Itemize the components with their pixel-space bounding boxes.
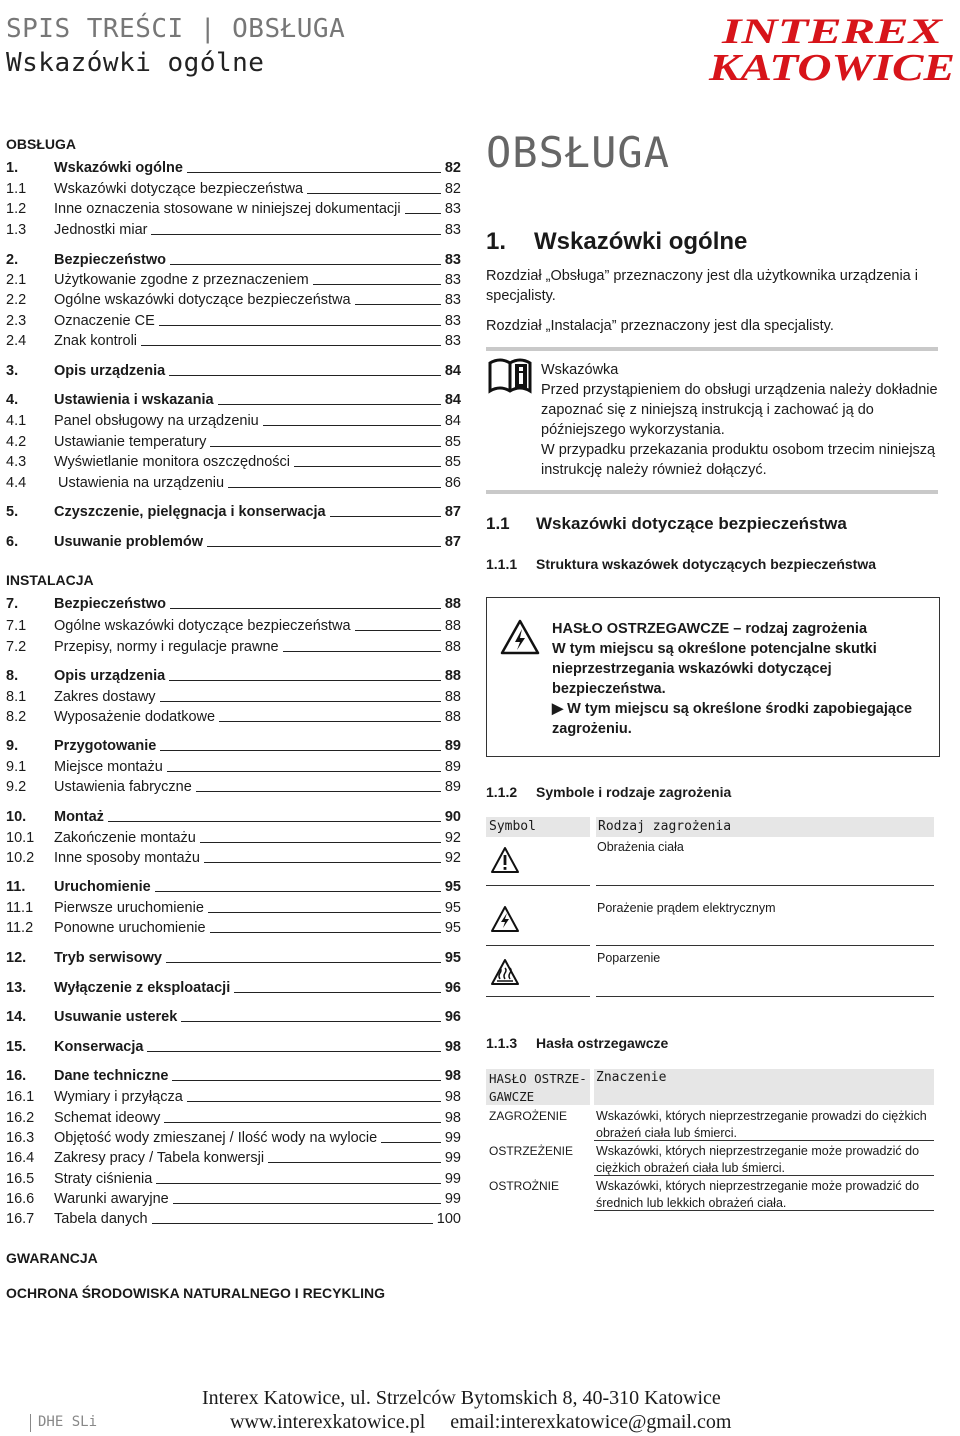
meaning-column-header: Znaczenie xyxy=(596,1070,667,1085)
toc-entry-page: 83 xyxy=(444,272,461,288)
signal-meaning: Wskazówki, których nieprzestrzeganie może prowadzić do średnich lub lekkich obrażeń ciała. xyxy=(596,1179,920,1210)
toc-entry[interactable] xyxy=(6,502,461,520)
footer-address: Interex Katowice, ul. Strzelców Bytomskich 8, 40-310 Katowice xyxy=(202,1387,721,1409)
toc-entry-number: 2.4 xyxy=(6,333,27,349)
toc-entry-number: 16.2 xyxy=(6,1110,35,1126)
toc-leader-line xyxy=(160,750,441,751)
note-title: Wskazówka xyxy=(541,362,619,378)
toc-leader-line xyxy=(151,234,440,235)
toc-entry-title: Użytkowanie zgodne z przeznaczeniem xyxy=(54,272,309,288)
signal-meaning: Wskazówki, których nieprzestrzeganie może prowadzić do ciężkich obrażeń ciała lub śmierci. xyxy=(596,1144,920,1175)
toc-section-heading: INSTALACJA xyxy=(6,572,94,588)
signal-word: OSTROŻNIE xyxy=(489,1179,560,1193)
toc-entry-number: 8.2 xyxy=(6,709,27,725)
row-divider xyxy=(596,996,934,997)
toc-entry-page: 95 xyxy=(444,900,461,916)
toc-entry-page: 100 xyxy=(436,1211,461,1227)
footer-contact: www.interexkatowice.pl email:interexkatowice@gmail.com xyxy=(230,1411,732,1433)
toc-entry-page: 90 xyxy=(444,809,461,825)
toc-entry-number: 4. xyxy=(6,392,19,408)
toc-entry[interactable] xyxy=(6,757,461,775)
heading-1-1-1 xyxy=(486,556,876,572)
toc-entry-number: 10. xyxy=(6,809,27,825)
toc-entry-title: Schemat ideowy xyxy=(54,1110,161,1126)
toc-entry[interactable] xyxy=(6,179,461,197)
toc-entry-page: 82 xyxy=(444,181,461,197)
toc-leader-line xyxy=(141,345,441,346)
toc-entry[interactable] xyxy=(6,290,461,308)
toc-entry[interactable] xyxy=(6,452,461,470)
toc-leader-line xyxy=(169,375,441,376)
toc-entry-page: 85 xyxy=(444,454,461,470)
toc-entry-title: Wskazówki dotyczące bezpieczeństwa xyxy=(54,181,304,197)
toc-entry[interactable] xyxy=(6,1148,461,1166)
toc-leader-line xyxy=(181,1021,441,1022)
interex-katowice-logo xyxy=(706,10,958,86)
toc-entry[interactable] xyxy=(6,777,461,795)
hazard-type: Poparzenie xyxy=(597,951,661,965)
footer-bar xyxy=(30,1414,31,1432)
heading-text: Wskazówki ogólne xyxy=(534,228,748,255)
heading-number: 1.1.1 xyxy=(486,556,518,572)
toc-entry[interactable] xyxy=(6,637,461,655)
toc-entry[interactable] xyxy=(6,1169,461,1187)
toc-entry[interactable] xyxy=(6,948,461,966)
row-divider xyxy=(594,1210,934,1211)
toc-entry-number: 16.4 xyxy=(6,1150,35,1166)
toc-entry[interactable] xyxy=(6,616,461,634)
toc-entry-number: 4.2 xyxy=(6,434,27,450)
toc-entry-number: 13. xyxy=(6,980,27,996)
toc-leader-line xyxy=(170,608,441,609)
toc-entry[interactable] xyxy=(6,978,461,996)
toc-leader-line xyxy=(313,284,441,285)
toc-leader-line xyxy=(164,1122,440,1123)
row-divider xyxy=(594,1140,934,1141)
toc-leader-line xyxy=(234,992,441,993)
toc-entry-title: Wyłączenie z eksploatacji xyxy=(54,980,231,996)
signal-word: OSTRZEŻENIE xyxy=(489,1144,574,1158)
toc-entry[interactable] xyxy=(6,736,461,754)
hazard-type: Obrażenia ciała xyxy=(597,840,684,854)
toc-entry-number: 16.7 xyxy=(6,1211,35,1227)
toc-section-heading: GWARANCJA xyxy=(6,1250,98,1266)
note-text: W przypadku przekazania produktu osobom trzecim niniejszą instrukcję należy również dołączyć. xyxy=(541,442,936,478)
toc-entry-page: 95 xyxy=(444,879,461,895)
document-code: DHE SLi xyxy=(38,1414,98,1430)
toc-entry-number: 16.1 xyxy=(6,1089,35,1105)
toc-entry-title: Tryb serwisowy xyxy=(54,950,162,966)
toc-entry-title: Objętość wody zmieszanej / Ilość wody na wylocie xyxy=(54,1130,378,1146)
row-divider xyxy=(486,945,590,946)
toc-entry[interactable] xyxy=(6,1007,461,1025)
toc-entry[interactable] xyxy=(6,311,461,329)
warning-measure: ▶ W tym miejscu są określone środki zapobiegające zagrożeniu. xyxy=(552,701,913,737)
toc-leader-line xyxy=(207,546,441,547)
toc-entry-page: 89 xyxy=(444,759,461,775)
toc-entry[interactable] xyxy=(6,707,461,725)
toc-entry-title: Czyszczenie, pielęgnacja i konserwacja xyxy=(54,504,326,520)
toc-entry-title: Straty ciśnienia xyxy=(54,1171,153,1187)
toc-entry-page: 88 xyxy=(444,639,461,655)
toc-entry-page: 95 xyxy=(444,920,461,936)
toc-entry-page: 96 xyxy=(444,980,461,996)
toc-entry-title: Oznaczenie CE xyxy=(54,313,155,329)
heading-number: 1.1.3 xyxy=(486,1035,518,1051)
toc-leader-line xyxy=(169,680,441,681)
toc-leader-line xyxy=(219,721,441,722)
warning-consequence: W tym miejscu są określone potencjalne skutki nieprzestrzegania wskazówki dotyczącej bezpieczeństwa. xyxy=(552,641,877,697)
toc-entry-number: 14. xyxy=(6,1009,27,1025)
toc-entry[interactable] xyxy=(6,1128,461,1146)
toc-leader-line xyxy=(187,1101,441,1102)
toc-leader-line xyxy=(108,821,441,822)
toc-entry-number: 1.1 xyxy=(6,181,27,197)
toc-entry-number: 9. xyxy=(6,738,19,754)
toc-entry-title: Znak kontroli xyxy=(54,333,138,349)
toc-entry-page: 87 xyxy=(444,534,461,550)
toc-entry-page: 88 xyxy=(444,689,461,705)
toc-entry-number: 7.2 xyxy=(6,639,27,655)
toc-entry[interactable] xyxy=(6,1108,461,1126)
toc-entry[interactable] xyxy=(6,1087,461,1105)
toc-entry[interactable] xyxy=(6,1189,461,1207)
toc-entry-title: Ustawienia na urządzeniu xyxy=(54,475,225,491)
exclamation-icon xyxy=(490,846,520,874)
toc-entry-title: Usuwanie usterek xyxy=(54,1009,178,1025)
toc-entry-title: Wyświetlanie monitora oszczędności xyxy=(54,454,290,470)
toc-leader-line xyxy=(355,304,441,305)
row-divider xyxy=(486,885,590,886)
toc-entry-page: 99 xyxy=(444,1150,461,1166)
toc-entry-title: Bezpieczeństwo xyxy=(54,252,166,268)
toc-entry[interactable] xyxy=(6,807,461,825)
toc-leader-line xyxy=(160,701,441,702)
toc-entry-title: Ustawianie temperatury xyxy=(54,434,207,450)
toc-entry-page: 92 xyxy=(444,850,461,866)
install-paragraph: Rozdział „Instalacja” przeznaczony jest dla specjalisty. xyxy=(486,318,834,334)
toc-entry[interactable] xyxy=(6,220,461,238)
toc-entry-title: Uruchomienie xyxy=(54,879,151,895)
toc-entry-page: 82 xyxy=(444,160,461,176)
toc-entry-page: 99 xyxy=(444,1171,461,1187)
toc-entry-title: Pierwsze uruchomienie xyxy=(54,900,204,916)
toc-entry-page: 95 xyxy=(444,950,461,966)
toc-entry-number: 10.2 xyxy=(6,850,35,866)
toc-entry[interactable] xyxy=(6,918,461,936)
toc-entry[interactable] xyxy=(6,687,461,705)
toc-leader-line xyxy=(263,425,441,426)
toc-section-heading: OCHRONA ŚRODOWISKA NATURALNEGO I RECYKLING xyxy=(6,1285,386,1301)
toc-leader-line xyxy=(167,771,441,772)
toc-entry-number: 16.3 xyxy=(6,1130,35,1146)
toc-entry-title: Zakończenie montażu xyxy=(54,830,196,846)
toc-entry-title: Wyposażenie dodatkowe xyxy=(54,709,216,725)
toc-entry[interactable] xyxy=(6,270,461,288)
heading-text: Hasła ostrzegawcze xyxy=(536,1035,669,1051)
toc-entry-number: 11. xyxy=(6,879,26,895)
toc-entry-number: 7. xyxy=(6,596,19,612)
toc-entry-page: 88 xyxy=(444,618,461,634)
toc-leader-line xyxy=(268,1162,441,1163)
toc-leader-line xyxy=(200,842,441,843)
toc-entry-page: 83 xyxy=(444,292,461,308)
page-title: Wskazówki ogólne xyxy=(6,48,265,78)
toc-entry-title: Przepisy, normy i regulacje prawne xyxy=(54,639,279,655)
toc-leader-line xyxy=(307,193,441,194)
toc-entry-page: 89 xyxy=(444,738,461,754)
heading-number: 1.1.2 xyxy=(486,784,518,800)
divider xyxy=(486,347,938,351)
toc-entry-number: 4.4 xyxy=(6,475,27,491)
toc-entry-page: 89 xyxy=(444,779,461,795)
toc-leader-line xyxy=(172,1080,440,1081)
toc-entry-number: 2.2 xyxy=(6,292,27,308)
toc-entry-page: 92 xyxy=(444,830,461,846)
toc-entry-title: Warunki awaryjne xyxy=(54,1191,169,1207)
toc-entry-title: Przygotowanie xyxy=(54,738,157,754)
toc-entry[interactable] xyxy=(6,594,461,612)
toc-entry-title: Ogólne wskazówki dotyczące bezpieczeństwa xyxy=(54,292,351,308)
toc-entry[interactable] xyxy=(6,898,461,916)
toc-entry-number: 3. xyxy=(6,363,19,379)
toc-entry-title: Dane techniczne xyxy=(54,1068,169,1084)
toc-entry[interactable] xyxy=(6,411,461,429)
toc-entry-number: 1. xyxy=(6,160,19,176)
toc-entry[interactable] xyxy=(6,361,461,379)
toc-entry-title: Zakresy pracy / Tabela konwersji xyxy=(54,1150,265,1166)
toc-entry-number: 16.5 xyxy=(6,1171,35,1187)
toc-entry-title: Ustawienia fabryczne xyxy=(54,779,192,795)
toc-entry-title: Bezpieczeństwo xyxy=(54,596,166,612)
toc-leader-line xyxy=(159,325,441,326)
toc-entry[interactable] xyxy=(6,877,461,895)
toc-entry-number: 9.2 xyxy=(6,779,27,795)
toc-entry-number: 1.2 xyxy=(6,201,27,217)
hazard-column-header: Rodzaj zagrożenia xyxy=(598,819,732,834)
heading-1-1-3 xyxy=(486,1035,668,1051)
row-divider xyxy=(596,945,934,946)
toc-entry[interactable] xyxy=(6,390,461,408)
toc-entry-page: 99 xyxy=(444,1191,461,1207)
toc-entry-number: 8. xyxy=(6,668,19,684)
toc-entry-title: Jednostki miar xyxy=(54,222,148,238)
note-box xyxy=(541,360,941,480)
toc-leader-line xyxy=(210,446,441,447)
toc-leader-line xyxy=(210,932,441,933)
toc-entry-title: Usuwanie problemów xyxy=(54,534,204,550)
toc-leader-line xyxy=(355,630,441,631)
toc-entry-number: 12. xyxy=(6,950,27,966)
toc-leader-line xyxy=(228,487,441,488)
svg-text:KATOWICE: KATOWICE xyxy=(707,47,955,86)
toc-entry-number: 15. xyxy=(6,1039,27,1055)
toc-entry-number: 11.1 xyxy=(6,900,34,916)
toc-entry-title: Wskazówki ogólne xyxy=(54,160,183,176)
hot-surface-icon xyxy=(490,958,520,986)
note-text: Przed przystąpieniem do obsługi urządzenia należy dokładnie zapoznać się z niniejszą instrukcją i zachować ją do późniejszego wykorzystania. xyxy=(541,382,938,438)
toc-entry-title: Ustawienia i wskazania xyxy=(54,392,214,408)
toc-leader-line xyxy=(156,1183,441,1184)
toc-leader-line xyxy=(166,962,441,963)
signal-meaning: Wskazówki, których nieprzestrzeganie prowadzi do ciężkich obrażeń ciała lub śmierci. xyxy=(596,1109,927,1140)
toc-entry-title: Inne oznaczenia stosowane w niniejszej dokumentacji xyxy=(54,201,401,217)
toc-section-heading: OBSŁUGA xyxy=(6,136,76,152)
toc-entry-page: 84 xyxy=(444,363,461,379)
toc-entry-title: Montaż xyxy=(54,809,104,825)
row-divider xyxy=(486,996,590,997)
toc-entry-number: 11.2 xyxy=(6,920,34,936)
toc-entry-number: 8.1 xyxy=(6,689,27,705)
toc-entry[interactable] xyxy=(6,1209,461,1227)
toc-entry-page: 88 xyxy=(444,668,461,684)
intro-paragraph: Rozdział „Obsługa” przeznaczony jest dla użytkownika urządzenia i specjalisty. xyxy=(486,268,918,304)
toc-entry-number: 2.3 xyxy=(6,313,27,329)
toc-entry-page: 86 xyxy=(444,475,461,491)
hazard-type: Porażenie prądem elektrycznym xyxy=(597,901,776,915)
toc-entry-page: 85 xyxy=(444,434,461,450)
toc-entry-page: 83 xyxy=(444,313,461,329)
heading-1-1-2 xyxy=(486,784,731,800)
toc-entry-number: 4.1 xyxy=(6,413,27,429)
divider xyxy=(486,490,938,494)
toc-entry-number: 16. xyxy=(6,1068,27,1084)
toc-entry-page: 98 xyxy=(444,1110,461,1126)
toc-entry[interactable] xyxy=(6,848,461,866)
toc-entry-number: 16.6 xyxy=(6,1191,35,1207)
toc-entry-number: 2. xyxy=(6,252,19,268)
toc-entry-page: 84 xyxy=(444,392,461,408)
toc-leader-line xyxy=(330,516,441,517)
toc-entry-page: 84 xyxy=(444,413,461,429)
toc-entry-title: Ogólne wskazówki dotyczące bezpieczeństwa xyxy=(54,618,351,634)
toc-entry[interactable] xyxy=(6,1066,461,1084)
toc-leader-line xyxy=(196,791,441,792)
toc-entry-page: 88 xyxy=(444,709,461,725)
toc-entry-number: 10.1 xyxy=(6,830,35,846)
heading-text: Struktura wskazówek dotyczących bezpieczeństwa xyxy=(536,556,877,572)
toc-entry-title: Opis urządzenia xyxy=(54,668,166,684)
heading-number: 1. xyxy=(486,228,507,255)
toc-entry-title: Miejsce montażu xyxy=(54,759,163,775)
toc-entry-page: 87 xyxy=(444,504,461,520)
signal-word: ZAGROŻENIE xyxy=(489,1109,568,1123)
heading-1-1 xyxy=(486,514,847,534)
toc-leader-line xyxy=(208,912,441,913)
section-title: OBSŁUGA xyxy=(486,128,671,177)
toc-entry-number: 5. xyxy=(6,504,19,520)
toc-entry[interactable] xyxy=(6,666,461,684)
toc-entry-page: 98 xyxy=(444,1089,461,1105)
toc-entry[interactable] xyxy=(6,828,461,846)
toc-entry[interactable] xyxy=(6,432,461,450)
toc-leader-line xyxy=(218,404,441,405)
toc-entry-number: 9.1 xyxy=(6,759,27,775)
toc-entry-page: 99 xyxy=(444,1130,461,1146)
heading-text: Wskazówki dotyczące bezpieczeństwa xyxy=(536,514,847,533)
toc-entry-title: Zakres dostawy xyxy=(54,689,156,705)
warning-signal-word: HASŁO OSTRZEGAWCZE – rodzaj zagrożenia xyxy=(552,621,868,637)
toc-entry-title: Panel obsługowy na urządzeniu xyxy=(54,413,259,429)
toc-entry-title: Tabela danych xyxy=(54,1211,148,1227)
symbol-column-header: Symbol xyxy=(489,819,536,834)
electric-warning-icon xyxy=(500,619,540,655)
toc-entry[interactable] xyxy=(6,473,461,491)
toc-leader-line xyxy=(152,1223,433,1224)
heading-number: 1.1 xyxy=(486,514,510,533)
toc-entry-page: 83 xyxy=(444,222,461,238)
toc-entry-number: 2.1 xyxy=(6,272,27,288)
toc-entry[interactable] xyxy=(6,158,461,176)
toc-entry-page: 83 xyxy=(444,333,461,349)
toc-entry[interactable] xyxy=(6,250,461,268)
toc-entry-page: 98 xyxy=(444,1039,461,1055)
heading-text: Symbole i rodzaje zagrożenia xyxy=(536,784,732,800)
toc-leader-line xyxy=(204,862,441,863)
toc-entry-page: 83 xyxy=(444,252,461,268)
toc-leader-line xyxy=(170,264,441,265)
toc-leader-line xyxy=(405,213,441,214)
toc-entry-title: Ponowne uruchomienie xyxy=(54,920,206,936)
toc-entry-page: 83 xyxy=(444,201,461,217)
toc-leader-line xyxy=(381,1142,441,1143)
toc-entry[interactable] xyxy=(6,1037,461,1055)
toc-entry-title: Inne sposoby montażu xyxy=(54,850,200,866)
toc-entry[interactable] xyxy=(6,199,461,217)
toc-entry[interactable] xyxy=(6,331,461,349)
toc-entry-number: 6. xyxy=(6,534,19,550)
toc-entry-page: 88 xyxy=(444,596,461,612)
svg-text:INTEREX: INTEREX xyxy=(720,11,944,51)
toc-entry-number: 7.1 xyxy=(6,618,27,634)
toc-entry-title: Konserwacja xyxy=(54,1039,144,1055)
toc-leader-line xyxy=(147,1051,440,1052)
toc-entry-title: Wymiary i przyłącza xyxy=(54,1089,183,1105)
row-divider xyxy=(596,885,934,886)
toc-entry[interactable] xyxy=(6,532,461,550)
toc-entry-page: 96 xyxy=(444,1009,461,1025)
toc-entry-number: 4.3 xyxy=(6,454,27,470)
toc-leader-line xyxy=(187,172,441,173)
toc-leader-line xyxy=(294,466,441,467)
electric-shock-icon xyxy=(490,905,520,933)
signal-word-column-header: HASŁO OSTRZE-GAWCZE xyxy=(489,1071,587,1104)
toc-entry-number: 1.3 xyxy=(6,222,27,238)
header-breadcrumb: SPIS TREŚCI | OBSŁUGA xyxy=(6,14,346,44)
info-book-icon xyxy=(488,355,532,395)
heading-1 xyxy=(486,228,747,256)
toc-leader-line xyxy=(173,1203,441,1204)
toc-leader-line xyxy=(283,651,441,652)
toc-entry-page: 98 xyxy=(444,1068,461,1084)
warning-text xyxy=(552,619,927,739)
toc-leader-line xyxy=(155,891,441,892)
row-divider xyxy=(594,1175,934,1176)
toc-entry-title: Opis urządzenia xyxy=(54,363,166,379)
